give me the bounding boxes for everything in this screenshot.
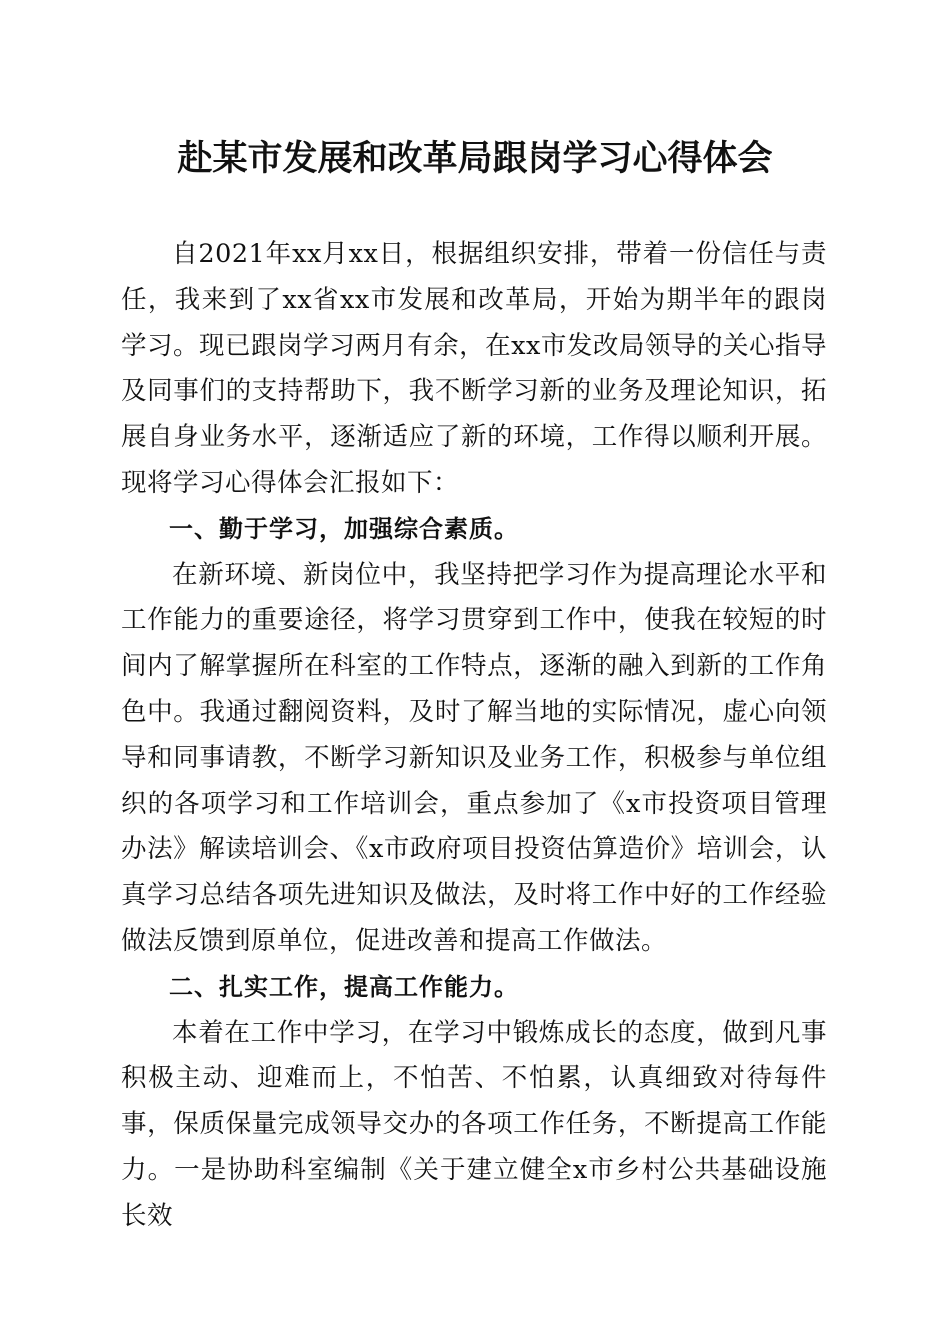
intro-paragraph: 自2021年xx月xx日，根据组织安排，带着一份信任与责任，我来到了xx省xx市发展和改革局，开始为期半年的跟岗学习。现已跟岗学习两月有余，在xx市发改局领导的关心指导及同事们的支持帮助下，我不断学习新的业务及理论知识，拓展自身业务水平，逐渐适应了新的环境，工作得以顺利开展。现将学习心得体会汇报如下：	[121, 239, 827, 498]
section-heading-1: 一、勤于学习，加强综合素质。	[169, 514, 519, 543]
section-1-paragraph: 在新环境、新岗位中，我坚持把学习作为提高理论水平和工作能力的重要途径，将学习贯穿到工作中，使我在较短的时间内了解掌握所在科室的工作特点，逐渐的融入到新的工作角色中。我通过翻阅资料，及时了解当地的实际情况，虚心向领导和同事请教，不断学习新知识及业务工作，积极参与单位组织的各项学习和工作培训会，重点参加了《x市投资项目管理办法》解读培训会、《x市政府项目投资估算造价》培训会，认真学习总结各项先进知识及做法，及时将工作中好的工作经验做法反馈到原单位，促进改善和提高工作做法。	[121, 559, 827, 956]
document-title: 赴某市发展和改革局跟岗学习心得体会	[177, 138, 773, 179]
section-heading-2: 二、扎实工作，提高工作能力。	[169, 972, 519, 1001]
document-body	[121, 232, 827, 1240]
section-2-paragraph: 本着在工作中学习，在学习中锻炼成长的态度，做到凡事积极主动、迎难而上，不怕苦、不怕累，认真细致对待每件事，保质保量完成领导交办的各项工作任务，不断提高工作能力。一是协助科室编制《关于建立健全x市乡村公共基础设施长效	[121, 1017, 827, 1231]
